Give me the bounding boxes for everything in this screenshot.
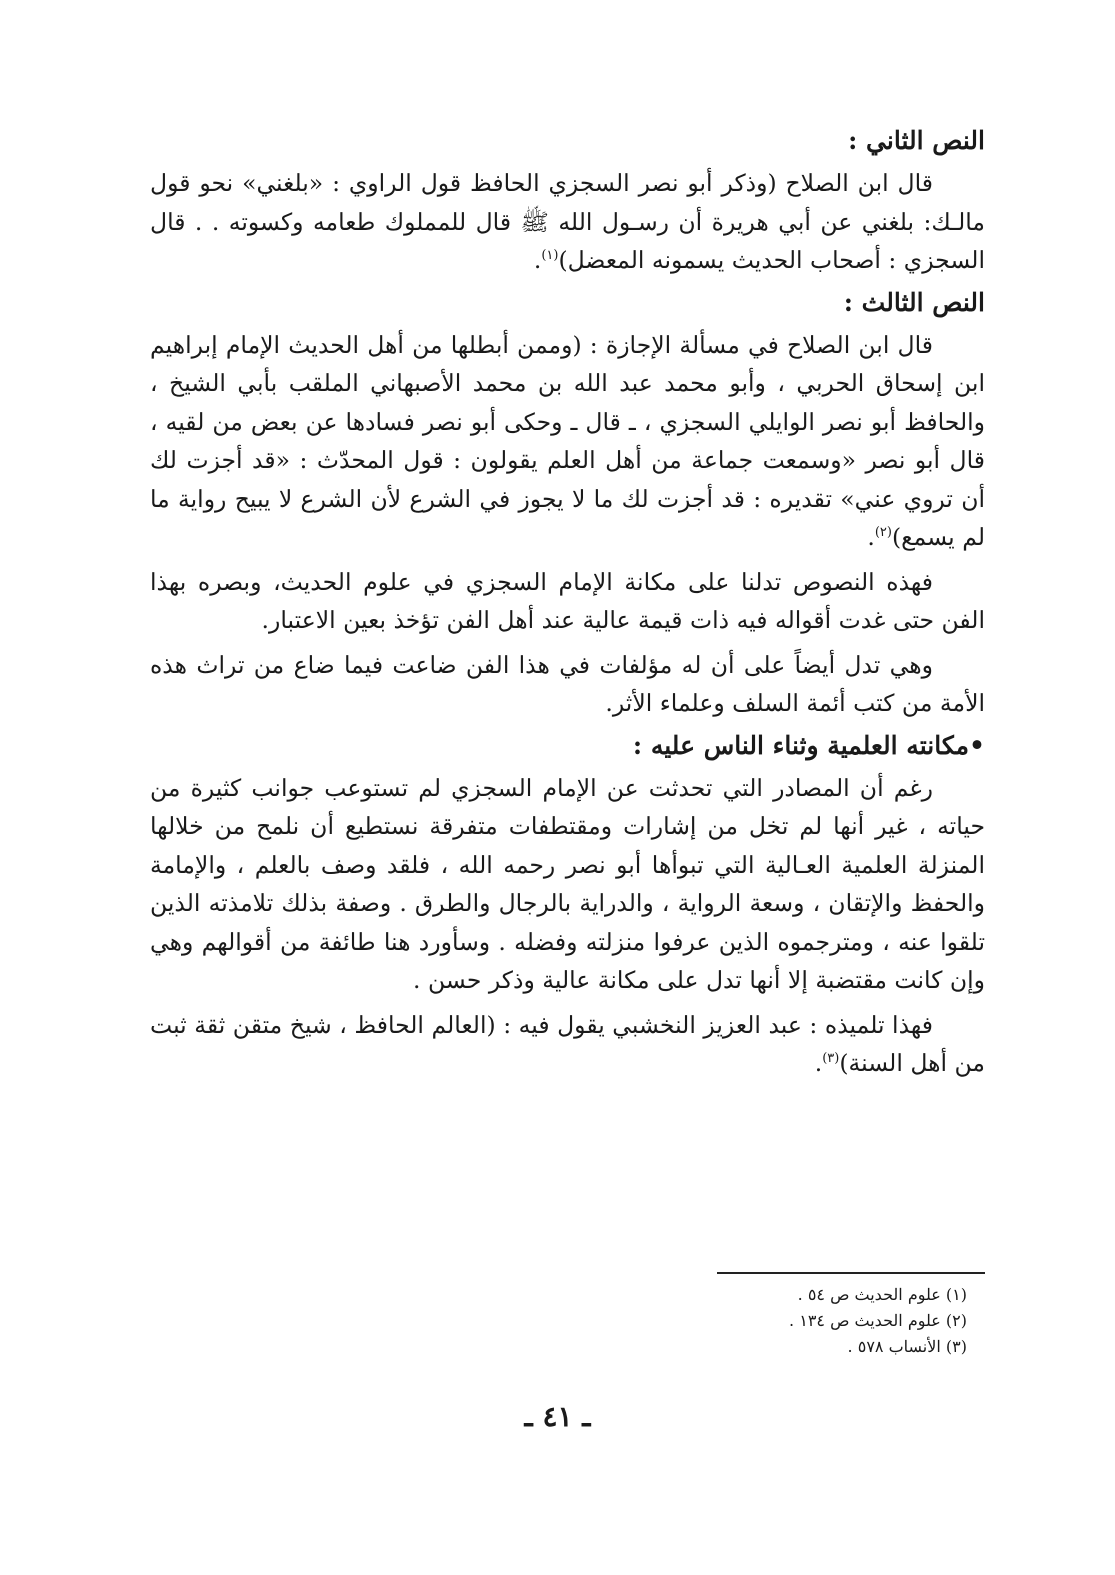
page-number: ـ ٤١ ـ — [524, 1400, 591, 1433]
paragraph-texts-indicate: فهذه النصوص تدلنا على مكانة الإمام السجزي في علوم الحديث، وبصره بهذا الفن حتى غدت أقواله فيه ذات قيمة عالية عند أهل الفن تؤخذ بعين الاعتبار. — [150, 567, 985, 634]
footnote-1: (١) علوم الحديث ص ٥٤ . — [797, 1285, 967, 1304]
footnote-ref[interactable]: (٣) — [822, 1051, 840, 1067]
paragraph-text: قال ابن الصلاح في مسألة الإجازة : (وممن أبطلها من أهل الحديث الإمام إبراهيم ابن إسحاق الحربي ، وأبو محمد عبد الله بن محمد الأصبهاني الملقب بأبي الشيخ ، والحافظ أبو نصر الوايلي السجزي ، ـ قال ـ وحكى أبو نصر فسادها عن بعض من لقيه ، قال أبو نصر «وسمعت جماعة من أهل العلم يقولون : قول المحدّث : «قد أجزت لك أن تروي عني» تقديره : قد أجزت لك ما لا يجوز في الشرع لأن الشرع لا يبيح رواية ما لم يسمع) — [150, 330, 985, 551]
paragraph-text: فهذا تلميذه : عبد العزيز النخشبي يقول فيه : (العالم الحافظ ، شيخ متقن ثقة ثبت من أهل السنة) — [150, 1010, 985, 1077]
heading-scholarly-standing: •مكانته العلمية وثناء الناس عليه : — [632, 730, 985, 760]
footnotes — [600, 1272, 985, 1360]
sentence-end: . — [867, 523, 875, 551]
sentence-end: . — [533, 246, 542, 274]
heading-third-text: النص الثالث : — [843, 287, 985, 317]
paragraph-lost-works: وهي تدل أيضاً على أن له مؤلفات في هذا الفن ضاعت فيما ضاع من تراث هذه الأمة من كتب أئمة السلف وعلماء الأثر. — [150, 650, 985, 717]
heading-second-text: النص الثاني : — [848, 126, 985, 155]
page-body — [150, 118, 985, 1089]
paragraph-student-quote — [150, 1006, 985, 1083]
paragraph-scholarly-standing: رغم أن المصادر التي تحدثت عن الإمام السجزي لم تستوعب جوانب كثيرة من حياته ، غير أنها لم تخل من إشارات ومقتطفات متفرقة نستطيع أن نلمح من خلالها المنزلة العلمية العـالية التي تبوأها أبو نصر رحمه الله ، فلقد وصف بالعلم ، والإمامة والحفظ والإتقان ، وسعة الرواية ، والدراية بالرجال والطرق . وصفة بذلك تلامذته الذين تلقوا عنه ، ومترجموه الذين عرفوا منزلته وفضله . وسأورد هنا طائفة من أقوالهم وهي وإن كانت مقتضبة إلا أنها تدل على مكانة عالية وذكر حسن . — [150, 773, 985, 994]
footnote-ref[interactable]: (١) — [541, 248, 559, 264]
paragraph-third-text — [150, 326, 985, 557]
paragraph-second-text — [150, 164, 985, 280]
footnote-3: (٣) الأنساب ٥٧٨ . — [847, 1337, 967, 1356]
footnote-ref[interactable]: (٢) — [874, 525, 892, 541]
sentence-end: . — [814, 1049, 823, 1077]
footnote-2: (٢) علوم الحديث ص ١٣٤ . — [789, 1311, 967, 1330]
footnote-divider — [717, 1272, 985, 1274]
paragraph-text: قال ابن الصلاح (وذكر أبو نصر السجزي الحافظ قول الراوي : «بلغني» نحو قول مالـك: بلغني عن أبي هريرة أن رسـول الله ﷺ قال للمملوك طعامه وكسوته . . قال السجزي : أصحاب الحديث يسمونه المعضل) — [150, 169, 985, 274]
